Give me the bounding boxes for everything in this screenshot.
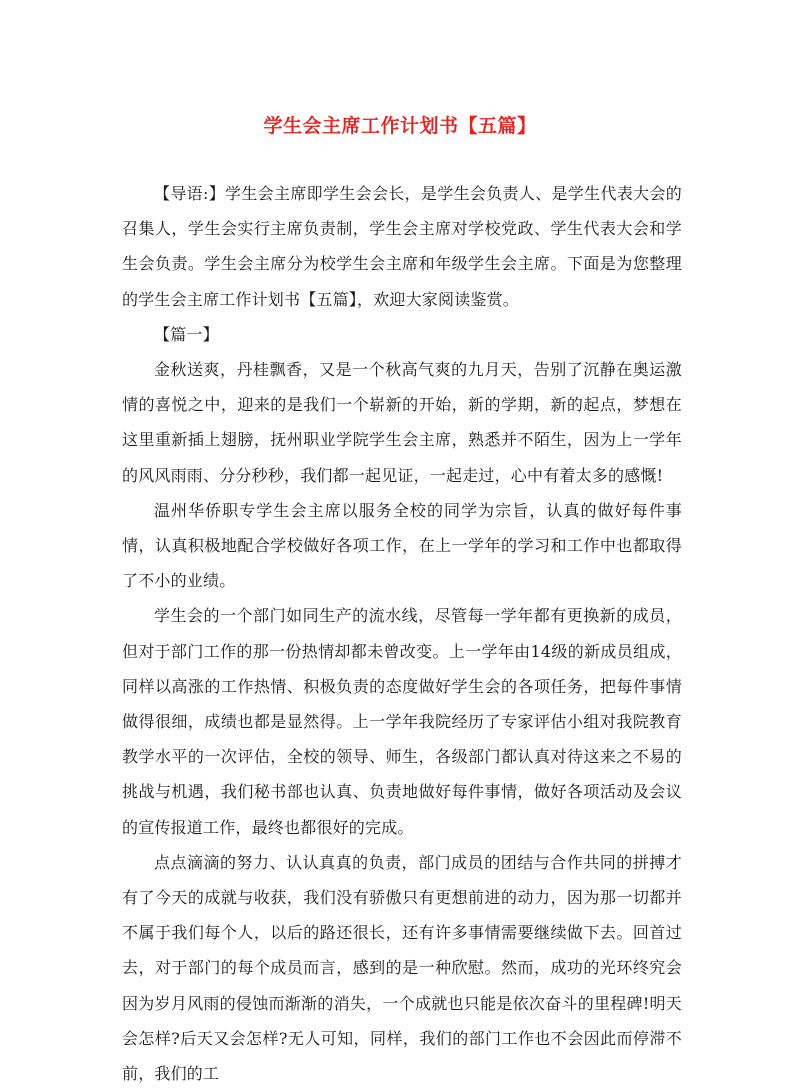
document-body xyxy=(122,176,682,1091)
body-paragraph: 金秋送爽，丹桂飘香，又是一个秋高气爽的九月天，告别了沉静在奥运激情的喜悦之中，迎来的是我们一个崭新的开始，新的学期，新的起点，梦想在这里重新插上翅膀，抚州职业学院学生会主席，熟悉并不陌生，因为上一学年的风风雨雨、分分秒秒，我们都一起见证，一起走过，心中有着太多的感慨! xyxy=(122,360,682,485)
document-title: 学生会主席工作计划书【五篇】 xyxy=(263,115,537,137)
body-paragraph: 温州华侨职专学生会主席以服务全校的同学为宗旨，认真的做好每件事情，认真积极地配合学校做好各项工作，在上一学年的学习和工作中也都取得了不小的业绩。 xyxy=(122,500,682,591)
body-paragraph: 点点滴滴的努力、认认真真的负责，部门成员的团结与合作共同的拼搏才有了今天的成就与收获，我们没有骄傲只有更想前进的动力，因为那一切都并不属于我们每个人，以后的路还很长，还有许多事情需要继续做下去。回首过去，对于部门的每个成员而言，感到的是一种欣慰。然而，成功的光环终究会因为岁月风雨的侵蚀而渐渐的消失，一个成就也只能是依次奋斗的里程碑!明天会怎样?后天又会怎样?无人可知，同样，我们的部门工作也不会因此而停滞不前，我们的工 xyxy=(122,852,682,1084)
section-heading-part-one: 【篇一】 xyxy=(154,324,219,344)
body-paragraph: 学生会的一个部门如同生产的流水线，尽管每一学年都有更换新的成员，但对于部门工作的那一份热情却都未曾改变。上一学年由14级的新成员组成，同样以高涨的工作热情、积极负责的态度做好学生会的各项任务，把每件事情做得很细，成绩也都是显然得。上一学年我院经历了专家评估小组对我院教育教学水平的一次评估，全校的领导、师生，各级部门都认真对待这来之不易的挑战与机遇，我们秘书部也认真、负责地做好每件事情，做好各项活动及会议的宣传报道工作，最终也都很好的完成。 xyxy=(122,606,682,837)
intro-paragraph: 【导语:】学生会主席即学生会会长，是学生会负责人、是学生代表大会的召集人，学生会实行主席负责制，学生会主席对学校党政、学生代表大会和学生会负责。学生会主席分为校学生会主席和年级学生会主席。下面是为您整理的学生会主席工作计划书【五篇】，欢迎大家阅读鉴赏。 xyxy=(122,184,682,309)
